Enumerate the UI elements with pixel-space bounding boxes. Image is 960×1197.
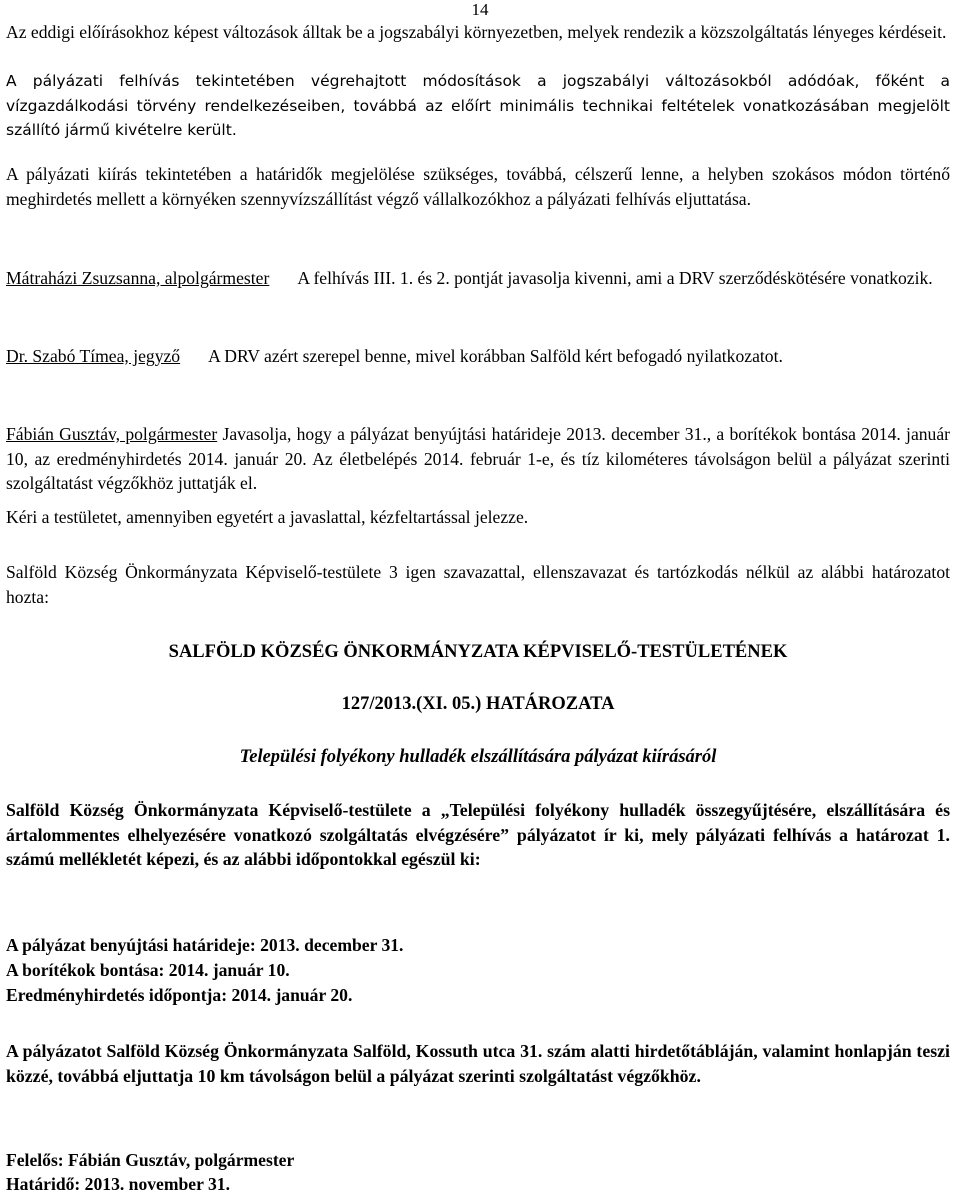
speaker-name: Mátraházi Zsuzsanna, alpolgármester — [6, 268, 270, 288]
statement-2 — [6, 344, 950, 369]
page-number: 14 — [471, 0, 489, 19]
speaker-name: Fábián Gusztáv, polgármester — [6, 424, 218, 444]
paragraph-3: A pályázati kiírás tekintetében a határidők megjelölése szükséges, továbbá, célszerű lenne, a helyben szokásos módon történő meghirdetés mellett a környéken szennyvízszállítást végző vállalkozókhoz a pályázati felhívás eljuttatása. — [6, 164, 950, 209]
statement-3 — [6, 422, 950, 496]
submission-deadline: A pályázat benyújtási határideje: 2013. december 31. — [6, 935, 404, 955]
resolution-subject: Települési folyékony hulladék elszállítására pályázat kiírásáról — [239, 747, 717, 767]
paragraph-2: A pályázati felhívás tekintetében végrehajtott módosítások a jogszabályi változásokból adódóak, főként a vízgazdálkodási törvény rendelkezéseiben, továbbá az előírt minimális technikai feltételek vonatkozásában megjelölt szállító jármű kivételre került. — [6, 72, 950, 139]
opening-date: A borítékok bontása: 2014. január 10. — [6, 960, 290, 980]
statement-text: A felhívás III. 1. és 2. pontját javasolja kivenni, ami a DRV szerződéskötésére vonatkozik. — [297, 268, 933, 288]
paragraph-1: Az eddigi előírásokhoz képest változások álltak be a jogszabályi környezetben, melyek rendezik a közszolgáltatás lényeges kérdéseit. — [6, 22, 947, 42]
publication-clause: A pályázatot Salföld Község Önkormányzata Salföld, Kossuth utca 31. szám alatti hirdetőtábláján, valamint honlapján teszi közzé, továbbá eljuttatja 10 km távolságon belül a pályázat szerinti szolgáltatást végzőkhöz. — [6, 1041, 950, 1086]
announcement-date: Eredményhirdetés időpontja: 2014. január 20. — [6, 985, 353, 1005]
statement-text: A DRV azért szerepel benne, mivel korábban Salföld kért befogadó nyilatkozatot. — [208, 346, 783, 366]
statement-text: Javasolja, hogy a pályázat benyújtási határideje 2013. december 31., a borítékok bontása 2014. január 10, az eredményhirdetés 2014. január 20. Az életbelépés 2014. február 1-e, és tíz kilométeres távolságon belül a pályázat szerinti szolgáltatást végzőkhöz juttatják el. — [6, 424, 951, 493]
resolution-body: Salföld Község Önkormányzata Képviselő-testülete a „Települési folyékony hulladék összegyűjtésére, elszállítására és ártalommentes elhelyezésére vonatkozó szolgáltatás elvégzésére” pályázatot ír ki, mely pályázati felhívás a határozat 1. számú mellékletét képezi, és az alábbi időpontokkal egészül ki: — [6, 800, 950, 869]
statement-1 — [6, 266, 950, 291]
deadline: Határidő: 2013. november 31. — [6, 1174, 230, 1194]
responsible-person: Felelős: Fábián Gusztáv, polgármester — [6, 1150, 295, 1170]
vote-result: Salföld Község Önkormányzata Képviselő-testülete 3 igen szavazattal, ellenszavazat és tartózkodás nélkül az alábbi határozatot hozta: — [6, 562, 950, 607]
speaker-name: Dr. Szabó Tímea, jegyző — [6, 346, 181, 366]
resolution-heading: SALFÖLD KÖZSÉG ÖNKORMÁNYZATA KÉPVISELŐ-TESTÜLETÉNEK — [168, 642, 788, 662]
resolution-number: 127/2013.(XI. 05.) HATÁROZATA — [341, 694, 615, 714]
statement-3-request: Kéri a testületet, amennyiben egyetért a javaslattal, kézfeltartással jelezze. — [6, 507, 529, 527]
